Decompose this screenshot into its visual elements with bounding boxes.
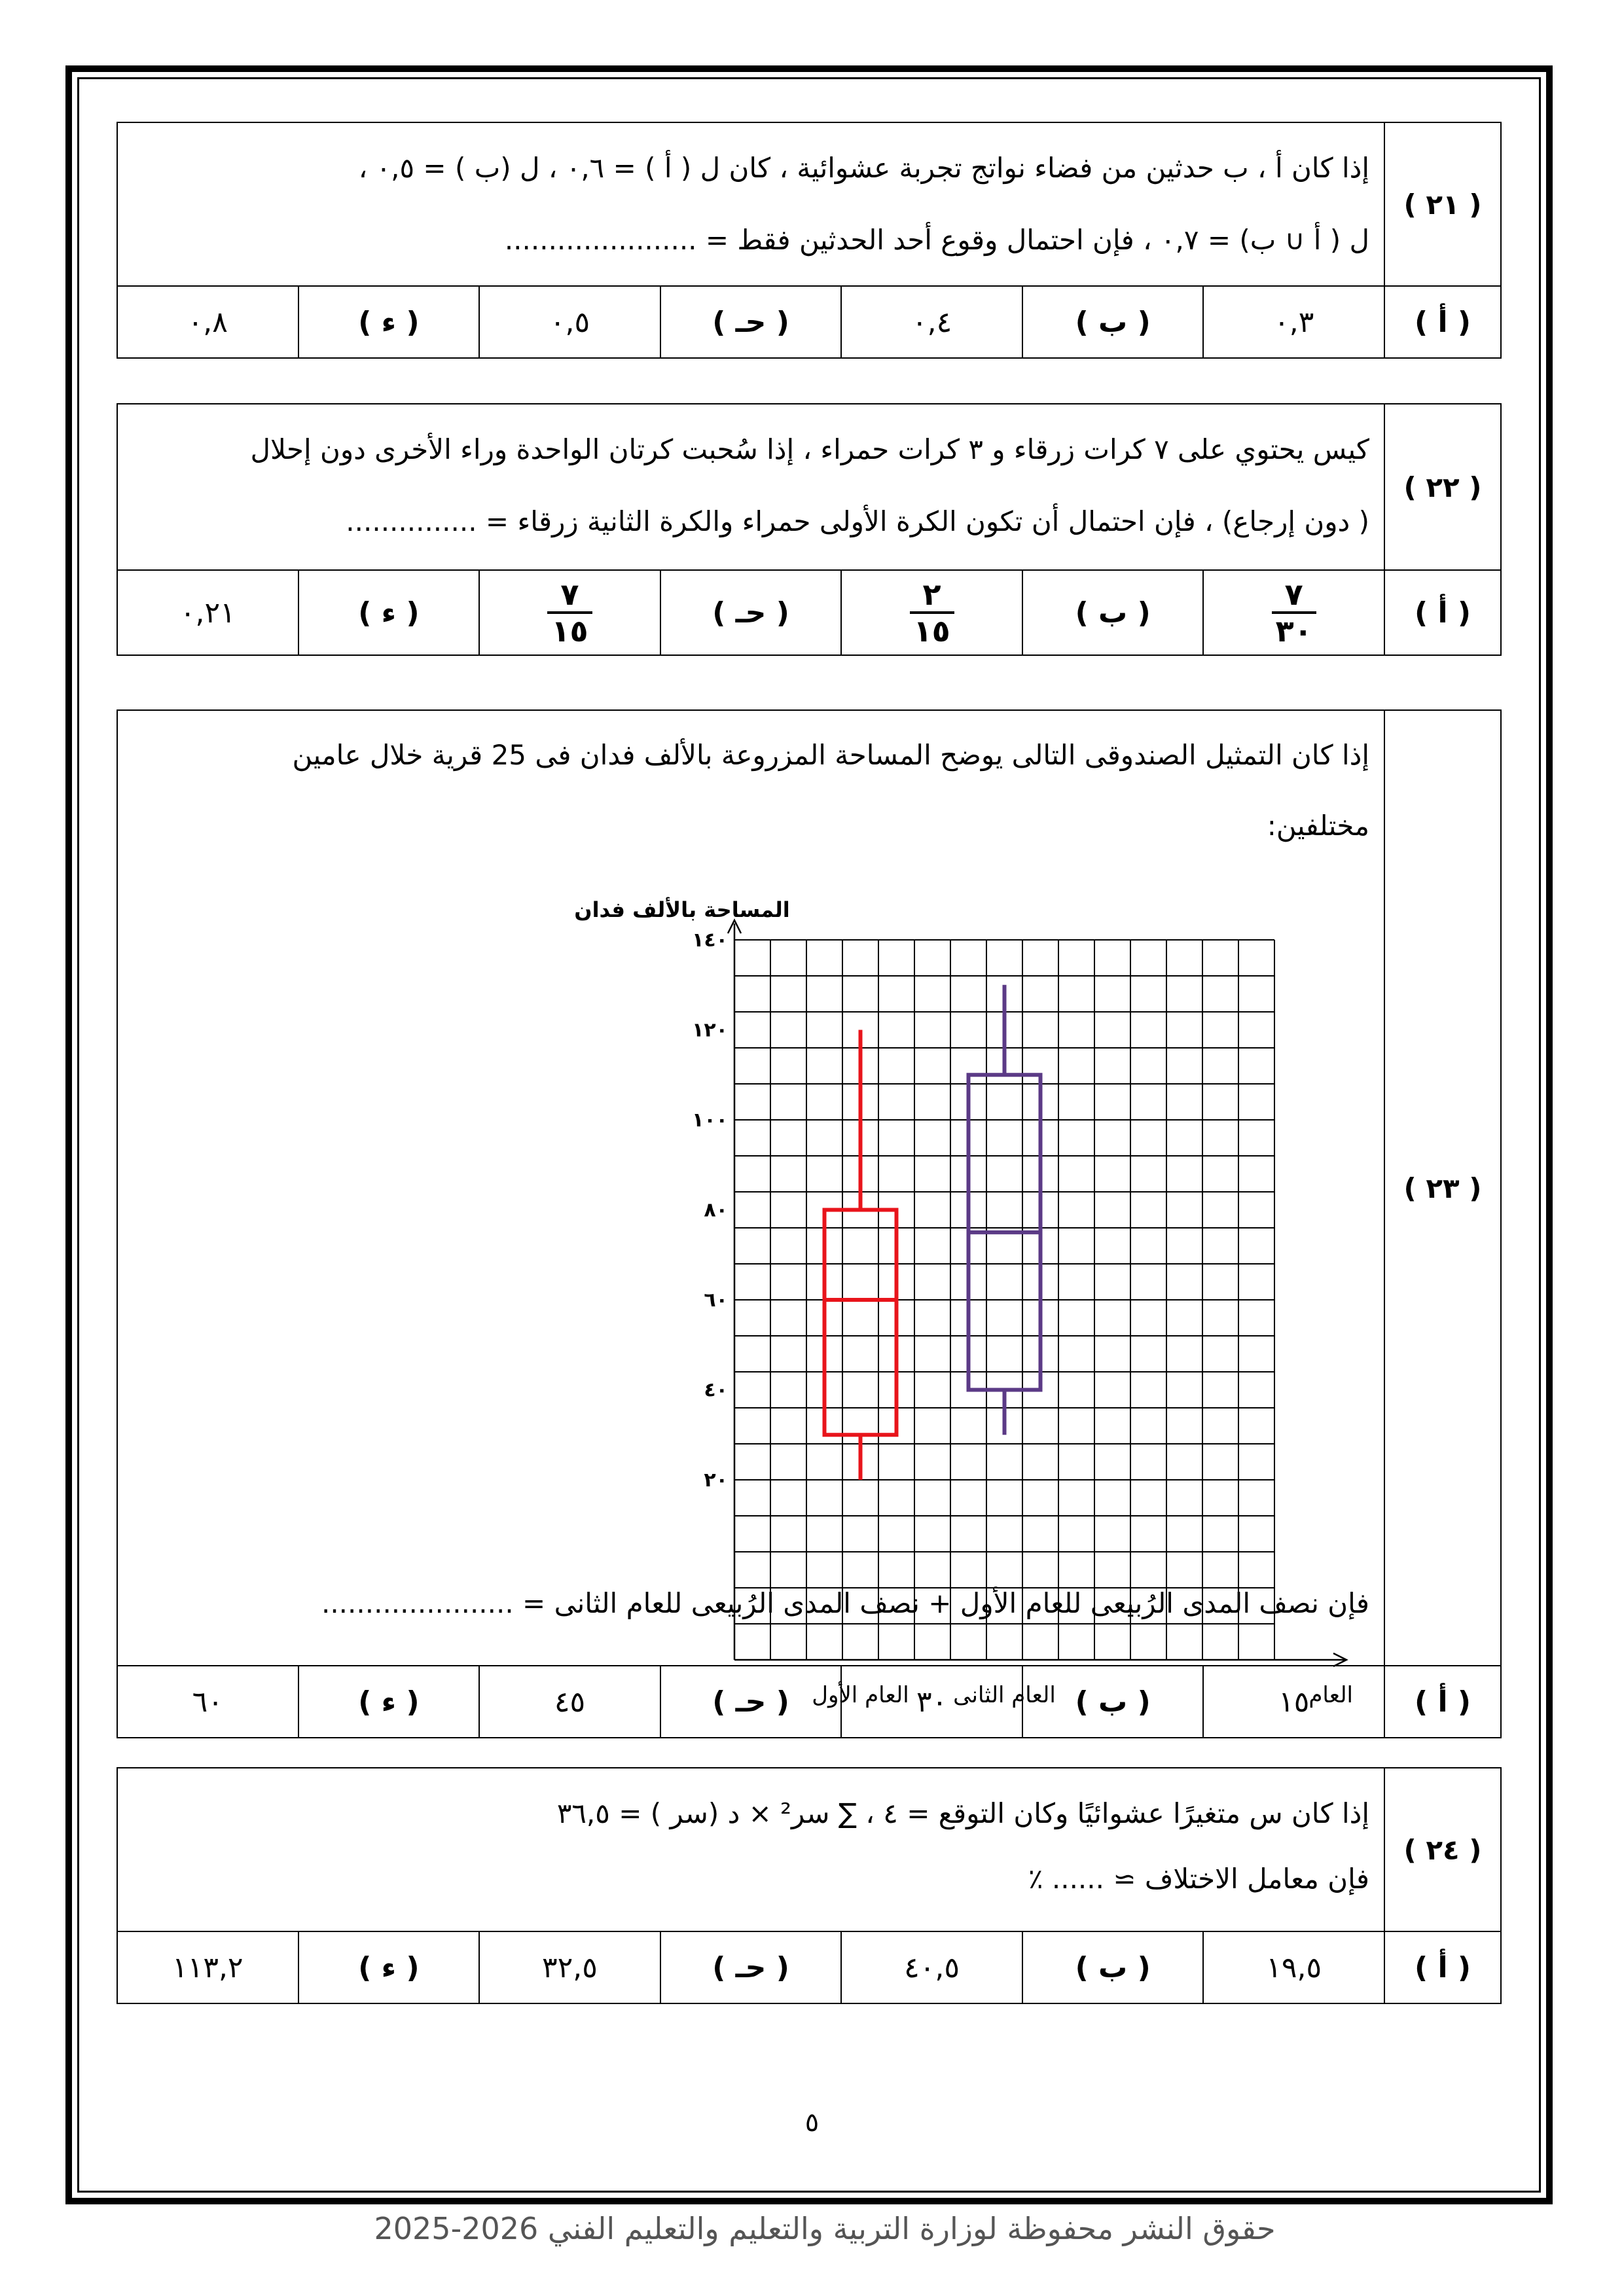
question-21 [117,122,1502,359]
option-b-value[interactable]: ٤٠,٥ [841,1931,1022,2003]
option-d-value[interactable]: ٦٠ [117,1666,298,1738]
option-d-label[interactable]: ( ء ) [298,286,480,358]
question-text: إذا كان التمثيل الصندوقى التالى يوضح المساحة المزروعة بالألف فدان فى 25 قرية خلال عامين مختلفين: المساحة بالألف فدان ٢٠ ٤٠ ٦٠ ٨٠ ١٠٠ ١٢٠ ١٤٠ العام العام الأول العام الثانى فإن نصف المدى الرُبيعى للعام الأول + نصف المدى الرُبيعى للعام الثانى = ...................... [117,710,1384,1666]
page-number: ٥ [804,2108,820,2138]
option-a-label[interactable]: ( أ ) [1384,1666,1501,1738]
option-a-label[interactable]: ( أ ) [1384,286,1501,358]
option-b-value[interactable] [841,570,1022,655]
option-d-label[interactable]: ( ء ) [298,1666,480,1738]
option-b-label[interactable]: ( ب ) [1022,286,1204,358]
y-tick-label: ٦٠ [704,1289,728,1312]
option-d-label[interactable]: ( ء ) [298,1931,480,2003]
question-text: إذا كان أ ، ب حدثين من فضاء نواتج تجربة عشوائية ، كان ل ( أ ) = ٠,٦ ، ل (ب ) = ٠,٥ ، ل ( أ ∪ ب) = ٠,٧ ، فإن احتمال وقوع أحد الحدثين فقط = ...................... [117,122,1384,286]
option-c-label[interactable]: ( حـ ) [660,1666,842,1738]
question-number: ( ٢٣ ) [1384,710,1501,1666]
question-number: ( ٢٢ ) [1384,404,1501,570]
fraction: $\frac{٢}{١٥}$ [910,577,954,648]
option-a-label[interactable]: ( أ ) [1384,1931,1501,2003]
option-b-value[interactable]: ٠,٤ [841,286,1022,358]
x-axis-label: العام [1308,1682,1353,1708]
y-tick-label: ٢٠ [704,1469,728,1492]
y-tick-label: ٨٠ [704,1198,728,1222]
question-text: إذا كان س متغيرًا عشوائيًا وكان التوقع = ٤ ، ∑ سر² × د (سر ) = ٣٦,٥ فإن معامل الاختلاف ≃ ...... ٪ [117,1768,1384,1931]
option-a-value[interactable]: ٠,٣ [1203,286,1384,358]
option-d-value[interactable]: ٠,٨ [117,286,298,358]
series-label: العام الأول [812,1682,909,1708]
option-c-label[interactable]: ( حـ ) [660,286,842,358]
option-c-value[interactable]: ٠,٥ [479,286,660,358]
y-tick-label: ١٤٠ [692,929,728,952]
option-c-label[interactable]: ( حـ ) [660,1931,842,2003]
option-c-value[interactable] [479,570,660,655]
option-d-value[interactable]: ١١٣,٢ [117,1931,298,2003]
copyright-notice: حقوق النشر محفوظة لوزارة التربية والتعليم والتعليم الفني 2026-2025 [374,2211,1276,2246]
fraction: $\frac{٧}{١٥}$ [547,577,592,648]
y-axis-label: المساحة بالألف فدان [574,897,790,922]
option-d-value[interactable]: ٠,٢١ [117,570,298,655]
question-23 [117,709,1502,1738]
option-c-value[interactable]: ٣٢,٥ [479,1931,660,2003]
option-b-label[interactable]: ( ب ) [1022,1666,1204,1738]
question-22 [117,403,1502,656]
series-label: العام الثانى [953,1682,1056,1708]
question-24 [117,1767,1502,2004]
option-d-label[interactable]: ( ء ) [298,570,480,655]
option-b-label[interactable]: ( ب ) [1022,570,1204,655]
option-c-label[interactable]: ( حـ ) [660,570,842,655]
y-tick-label: ١٠٠ [692,1109,728,1132]
option-b-value[interactable]: ٣٠ [841,1666,1022,1738]
y-tick-label: ٤٠ [704,1378,728,1402]
box-rect [825,1210,897,1435]
option-c-value[interactable]: ٤٥ [479,1666,660,1738]
question-number: ( ٢٤ ) [1384,1768,1501,1931]
question-number: ( ٢١ ) [1384,122,1501,286]
question-text: كيس يحتوي على ٧ كرات زرقاء و ٣ كرات حمراء ، إذا سُحبت كرتان الواحدة وراء الأخرى دون إحلال ( دون إرجاع) ، فإن احتمال أن تكون الكرة الأولى حمراء والكرة الثانية زرقاء = ............... [117,404,1384,570]
option-a-value[interactable]: ١٥ [1203,1666,1384,1738]
option-a-value[interactable]: ١٩,٥ [1203,1931,1384,2003]
option-b-label[interactable]: ( ب ) [1022,1931,1204,2003]
option-a-label[interactable]: ( أ ) [1384,570,1501,655]
y-tick-label: ١٢٠ [692,1018,728,1042]
fraction: $\frac{٧}{٣٠}$ [1272,577,1316,648]
option-a-value[interactable] [1203,570,1384,655]
